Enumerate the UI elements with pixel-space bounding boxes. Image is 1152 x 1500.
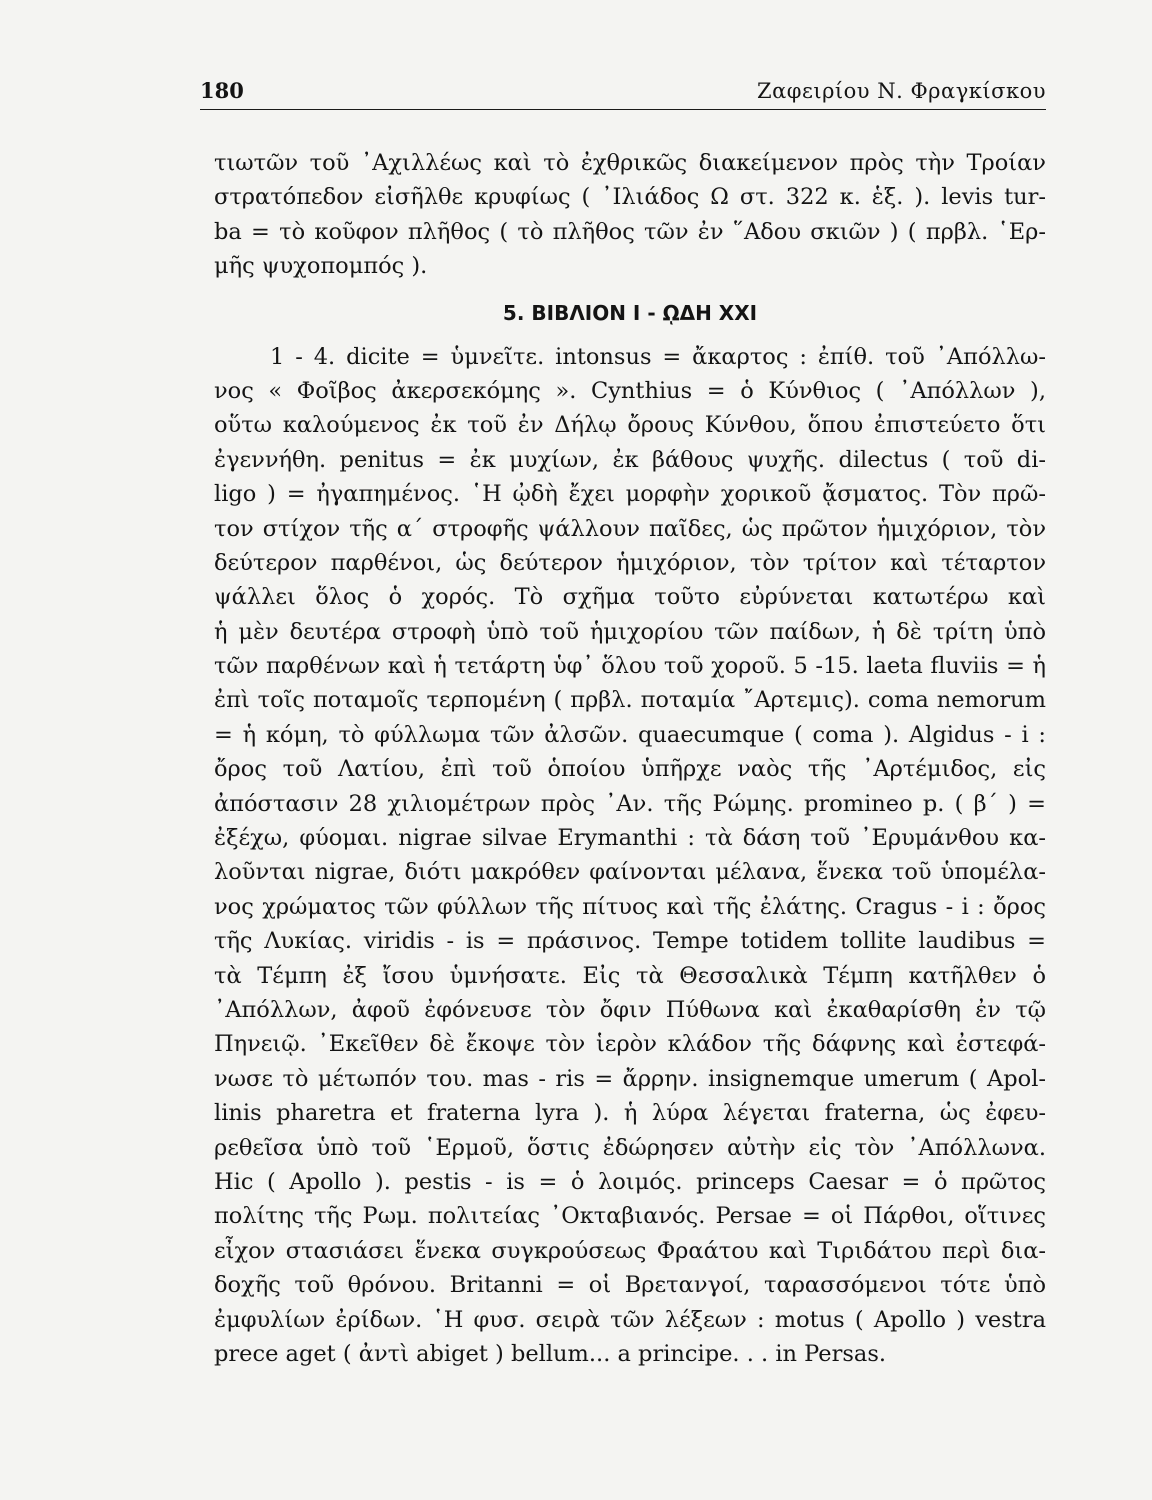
text-line: τῶν παρθένων καὶ ἡ τετάρτη ὑφ᾿ ὅλου τοῦ χοροῦ. 5 -15. laeta fluviis = ἡ — [214, 653, 1046, 680]
text-line: μῆς ψυχοπομπός ). — [214, 253, 428, 280]
text-line: ἡ μὲν δευτέρα στροφὴ ὑπὸ τοῦ ἡμιχορίου τῶν παίδων, ἡ δὲ τρίτη ὑπὸ — [214, 618, 1046, 645]
page-header — [200, 78, 1046, 110]
text-line: τῆς Λυκίας. viridis - is = πράσινος. Tempe totidem tollite laudibus = — [214, 928, 1046, 955]
text-line: λοῦνται nigrae, διότι μακρόθεν φαίνονται μέλανα, ἕνεκα τοῦ ὑπομέλα- — [214, 859, 1046, 886]
text-line: τὰ Τέμπη ἐξ ἴσου ὑμνήσατε. Εἰς τὰ Θεσσαλικὰ Τέμπη κατῆλθεν ὁ — [214, 962, 1046, 989]
text-line: ἀπόστασιν 28 χιλιομέτρων πρὸς ᾿Αν. τῆς Ρώμης. promineo p. ( β΄ ) = — [214, 790, 1046, 817]
text-line: ὄρος τοῦ Λατίου, ἐπὶ τοῦ ὁποίου ὑπῆρχε ναὸς τῆς ᾿Αρτέμιδος, εἰς — [214, 756, 1046, 783]
text-line: νος χρώματος τῶν φύλλων τῆς πίτυος καὶ τῆς ἐλάτης. Cragus - i : ὄρος — [214, 893, 1046, 920]
text-line: δοχῆς τοῦ θρόνου. Britanni = οἱ Βρετανγοί, ταρασσόμενοι τότε ὑπὸ — [214, 1272, 1046, 1299]
running-head-author: Ζαφειρίου Ν. Φραγκίσκου — [756, 79, 1046, 103]
text-line: πολίτης τῆς Ρωμ. πολιτείας ᾿Οκταβιανός. Persae = οἱ Πάρθοι, οἵτινες — [214, 1203, 1046, 1230]
text-line: τον στίχον τῆς α΄ στροφῆς ψάλλουν παῖδες, ὡς πρῶτον ἡμιχόριον, τὸν — [214, 515, 1046, 542]
text-line: Πηνειῷ. ᾿Εκεῖθεν δὲ ἔκοψε τὸν ἱερὸν κλάδον τῆς δάφνης καὶ ἐστεφά- — [214, 1031, 1046, 1058]
text-line: οὕτω καλούμενος ἐκ τοῦ ἐν Δήλῳ ὄρους Κύνθου, ὅπου ἐπιστεύετο ὅτι — [214, 412, 1046, 439]
text-line: = ἡ κόμη, τὸ φύλλωμα τῶν ἀλσῶν. quaecumque ( coma ). Algidus - i : — [214, 721, 1046, 748]
text-line: ligo ) = ἠγαπημένος. ῾Η ᾠδὴ ἔχει μορφὴν χορικοῦ ᾄσματος. Τὸν πρῶ- — [214, 481, 1046, 508]
page-number: 180 — [200, 78, 244, 103]
text-line: εἶχον στασιάσει ἕνεκα συγκρούσεως Φραάτου καὶ Τιριδάτου περὶ δια- — [214, 1237, 1046, 1264]
text-line: δεύτερον παρθένοι, ὡς δεύτερον ἡμιχόριον, τὸν τρίτον καὶ τέταρτον — [214, 549, 1046, 576]
text-line: ἐμφυλίων ἐρίδων. ῾Η φυσ. σειρὰ τῶν λέξεων : motus ( Apollo ) vestra — [214, 1306, 1046, 1333]
text-line: Hic ( Apollo ). pestis - is = ὁ λοιμός. princeps Caesar = ὁ πρῶτος — [214, 1168, 1046, 1195]
body-text — [214, 146, 1046, 1371]
text-line: νωσε τὸ μέτωπόν του. mas - ris = ἄρρην. insignemque umerum ( Apol- — [214, 1065, 1046, 1092]
text-line: ἐπὶ τοῖς ποταμοῖς τερπομένη ( πρβλ. ποταμία ῎Αρτεμις). coma nemorum — [214, 687, 1046, 714]
text-line: ἐξέχω, φύομαι. nigrae silvae Erymanthi : τὰ δάση τοῦ ᾿Ερυμάνθου κα- — [214, 825, 1046, 852]
text-line: ba = τὸ κοῦφον πλῆθος ( τὸ πλῆθος τῶν ἐν ῞Αδου σκιῶν ) ( πρβλ. ῾Ερ- — [214, 218, 1046, 245]
text-line: 1 - 4. dicite = ὑμνεῖτε. intonsus = ἄκαρτος : ἐπίθ. τοῦ ᾿Απόλλω- — [270, 343, 1046, 370]
text-line: στρατόπεδον εἰσῆλθε κρυφίως ( ᾿Ιλιάδος Ω στ. 322 κ. ἑξ. ). levis tur- — [214, 184, 1046, 211]
text-line: linis pharetra et fraterna lyra ). ἡ λύρα λέγεται fraterna, ὡς ἐφευ- — [214, 1100, 1046, 1127]
text-line: νος « Φοῖβος ἀκερσεκόμης ». Cynthius = ὁ Κύνθιος ( ᾿Απόλλων ), — [214, 377, 1046, 404]
text-line: τιωτῶν τοῦ ᾿Αχιλλέως καὶ τὸ ἐχθρικῶς διακείμενον πρὸς τὴν Τροίαν — [214, 150, 1046, 176]
text-line: ψάλλει ὅλος ὁ χορός. Τὸ σχῆμα τοῦτο εὐρύνεται κατωτέρω καὶ — [214, 584, 1046, 611]
section-title: 5. ΒΙΒΛΙΟΝ Ι - ῼΔΗ XXI — [502, 300, 758, 325]
text-line: ἐγεννήθη. penitus = ἐκ μυχίων, ἐκ βάθους ψυχῆς. dilectus ( τοῦ di- — [214, 446, 1046, 473]
text-line: prece aget ( ἀντὶ abiget ) bellum... a principe. . . in Persas. — [214, 1340, 887, 1367]
paragraph-commentary — [214, 340, 1046, 1372]
text-line: ρεθεῖσα ὑπὸ τοῦ ῾Ερμοῦ, ὅστις ἐδώρησεν αὐτὴν εἰς τὸν ᾿Απόλλωνα. — [214, 1134, 1046, 1161]
paragraph-intro — [214, 146, 1046, 284]
text-line: ᾿Απόλλων, ἀφοῦ ἐφόνευσε τὸν ὄφιν Πύθωνα καὶ ἐκαθαρίσθη ἐν τῷ — [214, 996, 1046, 1023]
